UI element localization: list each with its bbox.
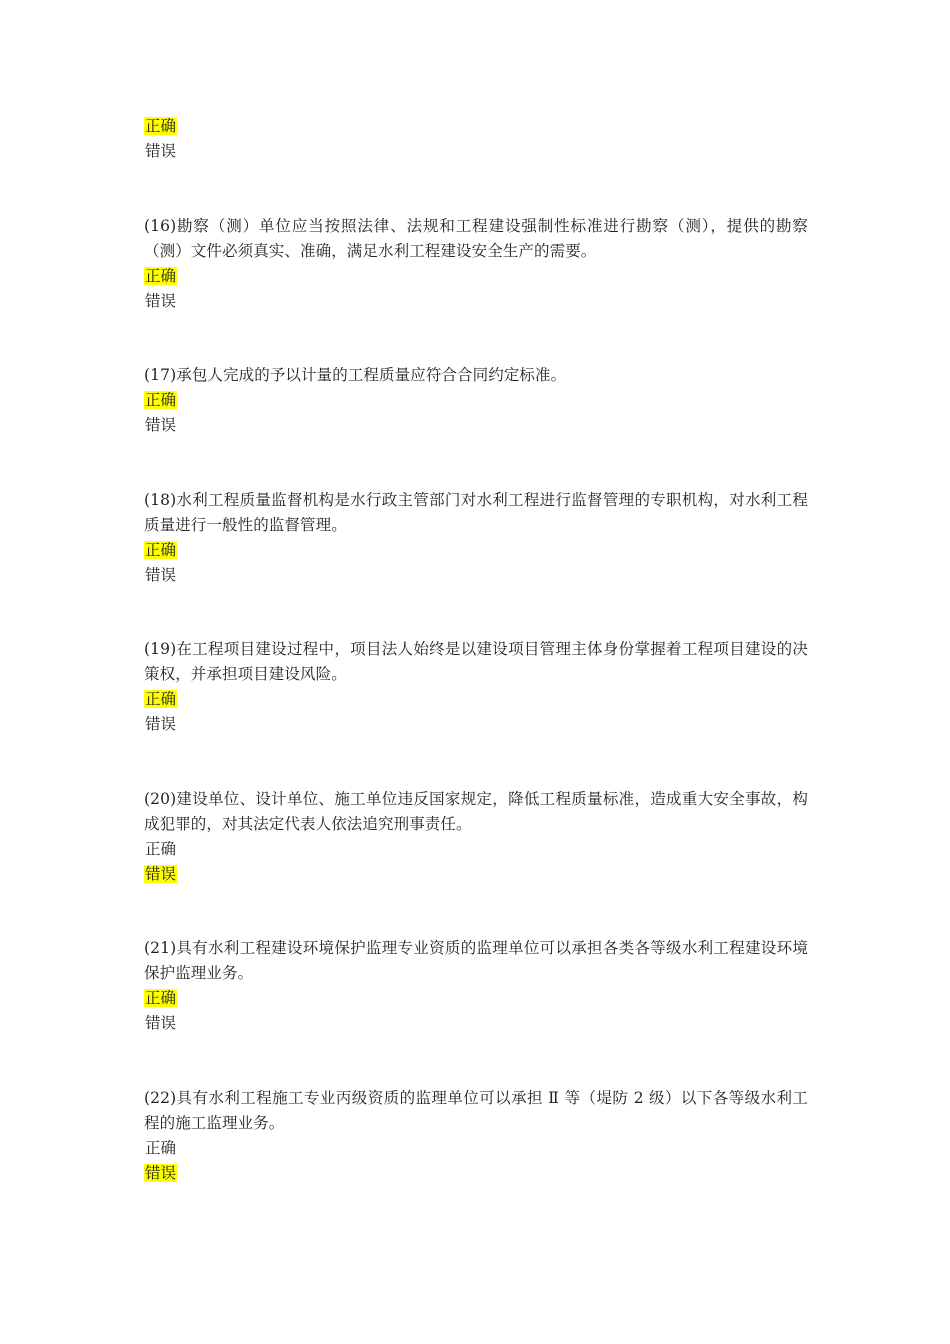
question-body: 在工程项目建设过程中，项目法人始终是以建设项目管理主体身份掌握着工程项目建设的决策权，并承担项目建设风险。 bbox=[144, 640, 808, 683]
option-true[interactable]: 正确 bbox=[145, 840, 177, 858]
question-number: (20) bbox=[144, 790, 177, 808]
option-false[interactable]: 错误 bbox=[145, 1164, 177, 1182]
question-block-19 bbox=[144, 637, 808, 737]
question-text bbox=[144, 637, 808, 687]
option-true[interactable]: 正确 bbox=[145, 541, 177, 559]
question-number: (22) bbox=[144, 1089, 177, 1107]
question-number: (19) bbox=[144, 640, 177, 658]
option-false[interactable]: 错误 bbox=[145, 566, 177, 584]
option-true[interactable]: 正确 bbox=[145, 267, 177, 285]
question-text bbox=[144, 787, 808, 837]
option-false[interactable]: 错误 bbox=[145, 142, 177, 160]
question-block-22 bbox=[144, 1086, 808, 1186]
question-body: 具有水利工程建设环境保护监理专业资质的监理单位可以承担各类各等级水利工程建设环境保护监理业务。 bbox=[144, 939, 808, 982]
question-body: 水利工程质量监督机构是水行政主管部门对水利工程进行监督管理的专职机构，对水利工程质量进行一般性的监督管理。 bbox=[144, 491, 808, 534]
question-number: (17) bbox=[144, 366, 177, 384]
question-text bbox=[144, 1086, 808, 1136]
option-true[interactable]: 正确 bbox=[145, 117, 177, 135]
option-false[interactable]: 错误 bbox=[145, 292, 177, 310]
option-true[interactable]: 正确 bbox=[145, 391, 177, 409]
question-body: 建设单位、设计单位、施工单位违反国家规定，降低工程质量标准，造成重大安全事故，构成犯罪的，对其法定代表人依法追究刑事责任。 bbox=[144, 790, 808, 833]
option-true[interactable]: 正确 bbox=[145, 1139, 177, 1157]
question-text bbox=[144, 488, 808, 538]
question-text bbox=[144, 214, 808, 264]
question-block-20 bbox=[144, 787, 808, 887]
question-block-18 bbox=[144, 488, 808, 588]
question-block-16 bbox=[144, 214, 808, 314]
question-block-fragment bbox=[144, 114, 808, 164]
question-body: 承包人完成的予以计量的工程质量应符合合同约定标准。 bbox=[176, 366, 567, 384]
question-number: (21) bbox=[144, 939, 177, 957]
question-number: (18) bbox=[144, 491, 177, 509]
option-false[interactable]: 错误 bbox=[145, 715, 177, 733]
option-false[interactable]: 错误 bbox=[145, 416, 177, 434]
option-true[interactable]: 正确 bbox=[145, 690, 177, 708]
option-false[interactable]: 错误 bbox=[145, 865, 177, 883]
option-true[interactable]: 正确 bbox=[145, 989, 177, 1007]
question-block-17 bbox=[144, 363, 808, 438]
question-text bbox=[144, 936, 808, 986]
option-false[interactable]: 错误 bbox=[145, 1014, 177, 1032]
question-number: (16) bbox=[144, 217, 177, 235]
question-block-21 bbox=[144, 936, 808, 1036]
question-text bbox=[144, 363, 808, 388]
question-body: 具有水利工程施工专业丙级资质的监理单位可以承担 Ⅱ 等（堤防 2 级）以下各等级水利工程的施工监理业务。 bbox=[144, 1089, 808, 1132]
question-body: 勘察（测）单位应当按照法律、法规和工程建设强制性标准进行勘察（测），提供的勘察（测）文件必须真实、准确，满足水利工程建设安全生产的需要。 bbox=[144, 217, 808, 260]
